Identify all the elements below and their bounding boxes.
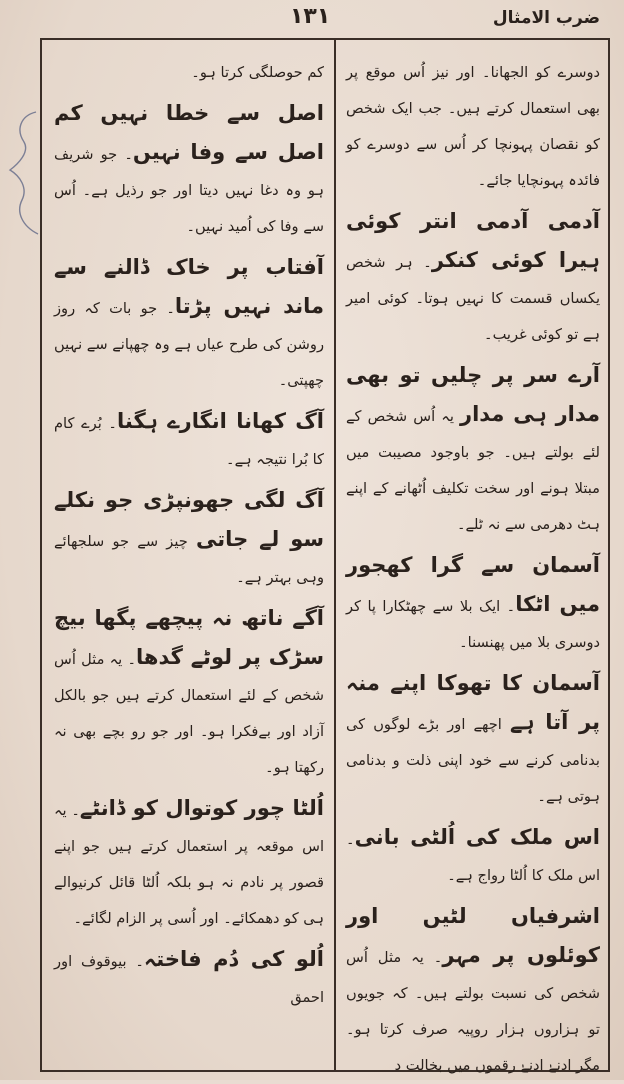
proverb-headword: اُلٹا چور کوتوال کو ڈانٹے: [79, 796, 324, 820]
pencil-bracket-mark: [2, 108, 42, 238]
proverb-entry: [54, 95, 324, 245]
proverb-headword: اصل سے خطا نہیں کم اصل سے وفا نہیں: [54, 101, 324, 164]
proverb-gloss: ۔ یہ مثل اُس شخص کی نسبت بولتے ہیں۔ کہ جویوں تو ہزاروں ہزار روپیہ صرف کرتا ہو۔ مگر ادنےٰ ادنےٰ رقموں میں بخالت د: [346, 949, 600, 1074]
proverb-entry: [54, 482, 324, 596]
proverb-gloss: ۔ جو بات کہ روز روشن کی طرح عیاں ہے وہ چھپانے سے نہیں چھپتی۔: [54, 300, 324, 389]
proverb-headword: آگ کھانا انگارے ہگنا: [116, 409, 324, 433]
proverb-entry: [346, 819, 600, 894]
proverb-gloss: ۔ ہر شخص یکساں قسمت کا نہیں ہوتا۔ کوئی امیر ہے تو کوئی غریب۔: [346, 254, 600, 343]
page-number: ۱۳۱: [290, 4, 331, 29]
proverb-headword: آگ لگی جھونپڑی جو نکلے سو لے جاتی: [54, 488, 325, 551]
proverb-entry: [346, 52, 600, 199]
proverb-entry: [346, 357, 600, 543]
proverb-headword: اُلو کی دُم فاختہ: [143, 947, 324, 971]
proverb-gloss: یہ اُس شخص کے لئے بولتے ہیں۔ جو باوجود مصیبت میں مبتلا ہونے اور سخت تکلیف اُٹھانے کے اپنے ہٹ دھرمی سے نہ ٹلے۔: [346, 408, 600, 533]
right-column: [346, 52, 600, 1074]
proverb-headword: آسمان سے گرا کھجور میں اٹکا: [346, 553, 600, 616]
proverb-entry: [346, 203, 600, 353]
left-column: [54, 52, 324, 1064]
proverb-entry: [54, 600, 324, 786]
proverb-gloss: کم حوصلگی کرتا ہو۔: [191, 64, 324, 81]
proverb-gloss: ۔ جو شریف ہو وہ دغا نہیں دیتا اور جو رذیل ہے۔ اُس سے وفا کی اُمید نہیں۔: [54, 146, 324, 235]
proverb-headword: آگے ناتھ نہ پیچھے پگھا بیچ سڑک پر لوٹے گدھا: [54, 606, 324, 669]
page-header: [30, 4, 610, 36]
proverb-entry: [346, 898, 600, 1084]
proverb-entry: [54, 52, 324, 91]
proverb-gloss: ۔ بیوقوف اور احمق: [54, 953, 324, 1006]
proverb-headword: اس ملک کی اُلٹی بانی: [354, 825, 600, 849]
proverb-gloss: ۔ یہ مثل اُس شخص کے لئے استعمال کرتے ہیں جو بالکل آزاد اور بےفکرا ہو۔ اور جو رو بچے بھی نہ رکھتا ہو۔: [54, 651, 324, 776]
proverb-headword: آفتاب پر خاک ڈالنے سے ماند نہیں پڑتا: [54, 255, 325, 318]
proverb-entry: [346, 547, 600, 661]
proverb-entry: [54, 403, 324, 478]
proverb-gloss: ۔ بُرے کام کا بُرا نتیجہ ہے۔: [54, 415, 324, 468]
proverb-entry: [54, 941, 324, 1016]
proverb-headword: آرے سر پر چلیں تو بھی مدار ہی مدار: [346, 363, 600, 426]
proverb-entry: [346, 665, 600, 815]
proverb-headword: آدمی آدمی انتر کوئی ہیرا کوئی کنکر: [346, 209, 600, 272]
proverb-headword: آسمان کا تھوکا اپنے منہ پر آتا ہے: [346, 671, 600, 734]
proverb-gloss: چیز سے جو سلجھائے وہی بہتر ہے۔: [54, 533, 324, 586]
proverb-headword: اشرفیاں لٹیں اور کوئلوں پر مہر: [346, 904, 600, 967]
proverb-gloss: ۔ اس ملک کا اُلٹا رواج ہے۔: [346, 831, 600, 884]
column-divider: [334, 38, 336, 1072]
running-head: ضرب الامثال: [492, 8, 600, 28]
proverb-entry: [54, 790, 324, 937]
proverb-gloss: ۔ یہ اس موقعہ پر استعمال کرتے ہیں جو اپنے قصور پر نادم نہ ہو بلکہ اُلٹا قائل کرنیوالے ہی کو دھمکائے۔ اور اُسی پر الزام لگائے۔: [54, 802, 324, 927]
proverb-gloss: ۔ ایک بلا سے چھٹکارا پا کر دوسری بلا میں پھنسنا۔: [346, 598, 600, 651]
proverb-gloss: اچھے اور بڑے لوگوں کی بدنامی کرنے سے خود اپنی ذلت و بدنامی ہوتی ہے۔: [346, 716, 600, 805]
proverb-entry: [54, 249, 324, 399]
proverb-gloss: دوسرے کو الجھانا۔ اور نیز اُس موقع پر بھی استعمال کرتے ہیں۔ جب ایک شخص کو نقصان پہونچا کر اُس سے دوسرے کو فائدہ پہونچایا جائے۔: [346, 64, 600, 189]
